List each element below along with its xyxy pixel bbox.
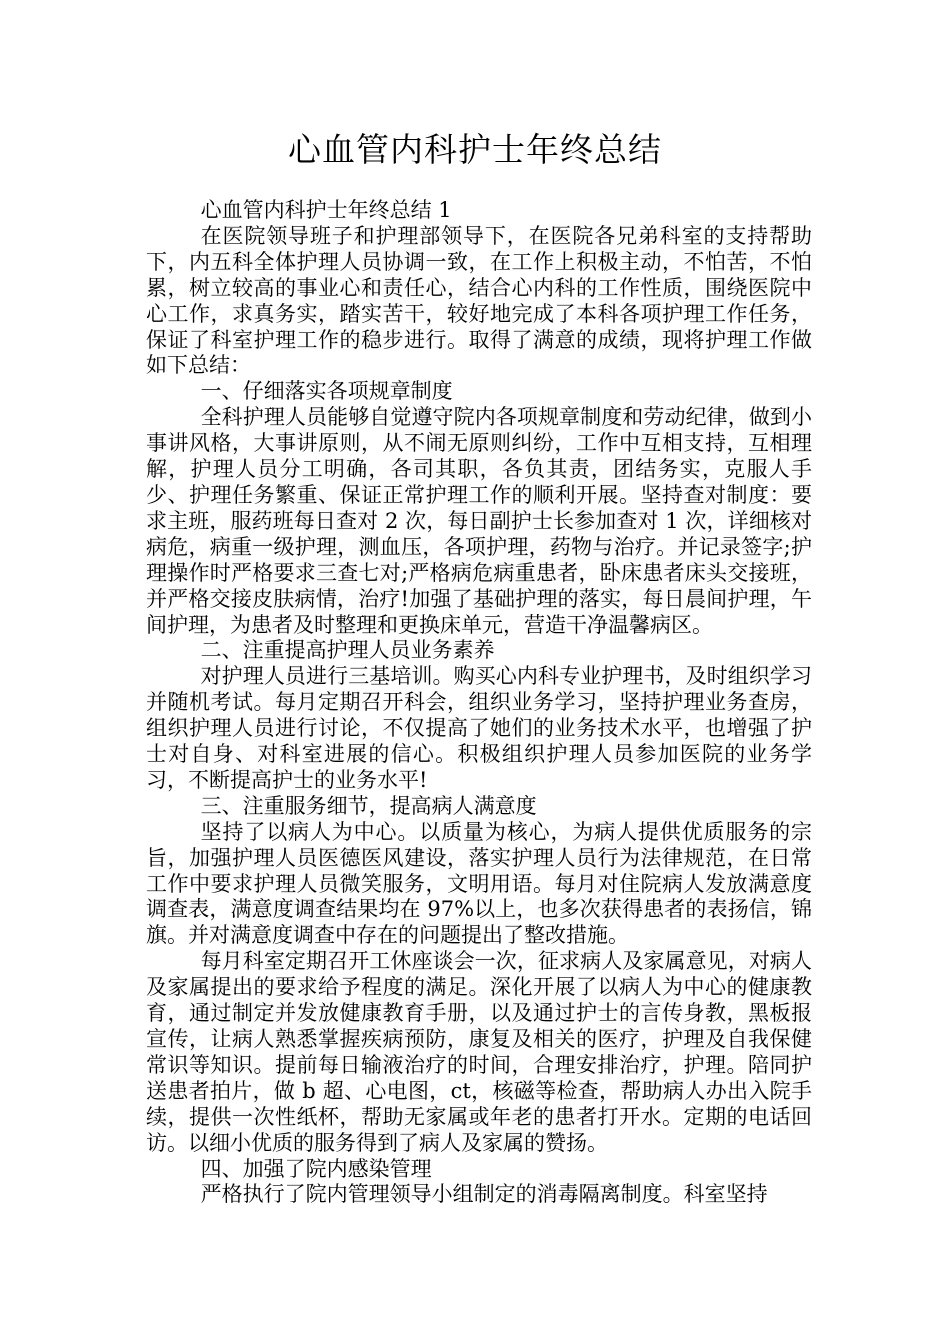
intro-paragraph: 在医院领导班子和护理部领导下，在医院各兄弟科室的支持帮助下，内五科全体护理人员协调一致，在工作上积极主动，不怕苦，不怕累，树立较高的事业心和责任心，结合心内科的工作性质，围绕医院中心工作，求真务实，踏实苦干，较好地完成了本科各项护理工作任务，保证了科室护理工作的稳步进行。取得了满意的成绩，现将护理工作做如下总结： bbox=[146, 223, 812, 378]
section-paragraph-4: 严格执行了院内管理领导小组制定的消毒隔离制度。科室坚持 bbox=[200, 1182, 768, 1207]
document-title: 心血管内科护士年终总结 bbox=[288, 130, 662, 169]
section-paragraph-3b: 每月科室定期召开工休座谈会一次，征求病人及家属意见，对病人及家属提出的要求给予程度的满足。深化开展了以病人为中心的健康教育，通过制定并发放健康教育手册，以及通过护士的言传身教，黑板报宣传，让病人熟悉掌握疾病预防，康复及相关的医疗，护理及自我保健常识等知识。提前每日输液治疗的时间，合理安排治疗，护理。陪同护送患者拍片，做 b 超、心电图，ct，核磁等检查，帮助病人办出入院手续，提供一次性纸杯，帮助无家属或年老的患者打开水。定期的电话回访。以细小优质的服务得到了病人及家属的赞扬。 bbox=[146, 949, 812, 1155]
section-heading-3: 三、注重服务细节，提高病人满意度 bbox=[200, 793, 537, 818]
section-heading-4: 四、加强了院内感染管理 bbox=[200, 1156, 432, 1181]
section-paragraph-1: 全科护理人员能够自觉遵守院内各项规章制度和劳动纪律，做到小事讲风格，大事讲原则，从不闹无原则纠纷，工作中互相支持，互相理解，护理人员分工明确，各司其职，各负其责，团结务实，克服人手少、护理任务繁重、保证正常护理工作的顺利开展。坚持查对制度：要求主班，服药班每日查对 2 次，每日副护士长参加查对 1 次，详细核对病危，病重一级护理，测血压，各项护理，药物与治疗。并记录签字;护理操作时严格要求三查七对;严格病危病重患者，卧床患者床头交接班，并严格交接皮肤病情，治疗!加强了基础护理的落实，每日晨间护理，午间护理，为患者及时整理和更换床单元，营造干净温馨病区。 bbox=[146, 405, 812, 637]
document-body bbox=[146, 198, 812, 1208]
section-heading-2: 二、注重提高护理人员业务素养 bbox=[200, 638, 495, 663]
subtitle-line: 心血管内科护士年终总结 1 bbox=[200, 198, 452, 222]
section-heading-1: 一、仔细落实各项规章制度 bbox=[200, 379, 453, 404]
section-paragraph-2: 对护理人员进行三基培训。购买心内科专业护理书，及时组织学习并随机考试。每月定期召开科会，组织业务学习，坚持护理业务查房，组织护理人员进行讨论，不仅提高了她们的业务技术水平，也增强了护士对自身、对科室进展的信心。积极组织护理人员参加医院的业务学习，不断提高护士的业务水平! bbox=[146, 664, 812, 792]
section-paragraph-3a: 坚持了以病人为中心。以质量为核心，为病人提供优质服务的宗旨，加强护理人员医德医风建设，落实护理人员行为法律规范，在日常工作中要求护理人员微笑服务，文明用语。每月对住院病人发放满意度调查表，满意度调查结果均在 97%以上，也多次获得患者的表扬信，锦旗。并对满意度调查中存在的问题提出了整改措施。 bbox=[146, 819, 812, 948]
